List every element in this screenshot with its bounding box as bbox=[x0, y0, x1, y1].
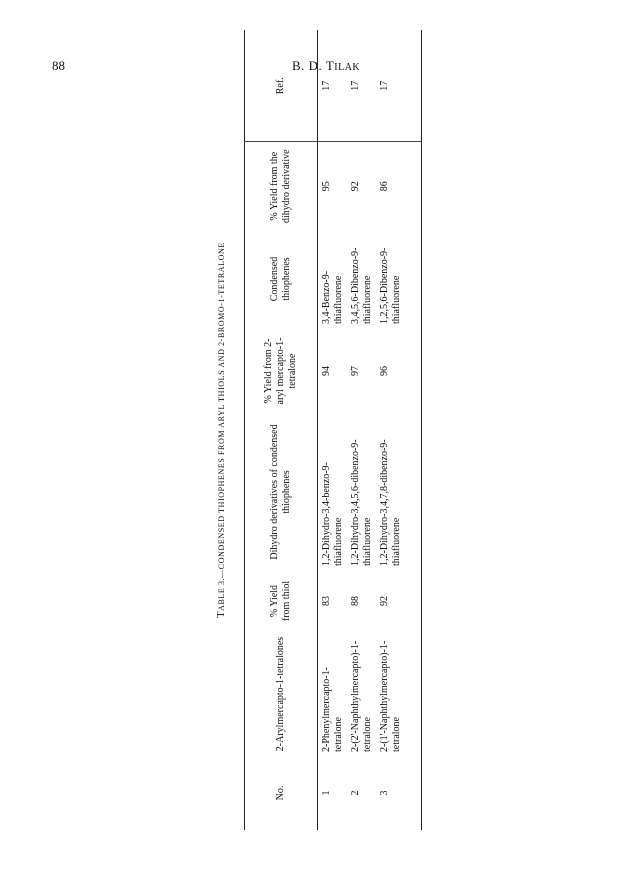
cell-condensed: 1,2,5,6-Dibenzo-9-thiafluorene bbox=[376, 230, 422, 328]
table-row bbox=[318, 30, 348, 830]
page-number: 88 bbox=[52, 58, 65, 73]
header-ref: Ref. bbox=[245, 30, 318, 142]
header-yield-dihydro: % Yield from the dihydro derivative bbox=[245, 142, 318, 230]
table-caption bbox=[216, 30, 227, 830]
cell-dihydro: 1,2-Dihydro-3,4,7,8-dibenzo-9-thiafluorene bbox=[376, 414, 422, 570]
cell-ref: 17 bbox=[350, 80, 361, 91]
cell-aryl: 2-(2'-Naphthylmercapto)-1-tetralone bbox=[350, 640, 373, 752]
cell-yield-aryl: 97 bbox=[350, 366, 361, 376]
cell-condensed: 3,4-Benzo-9-thiafluorene bbox=[321, 270, 344, 324]
header-condensed: Condensed thiophenes bbox=[245, 230, 318, 328]
table-row bbox=[376, 30, 422, 830]
cell-yield-aryl: 94 bbox=[321, 366, 332, 376]
cell-condensed: 3,4,5,6-Dibenzo-9-thiafluorene bbox=[350, 247, 373, 324]
cell-ref: 17 bbox=[321, 80, 332, 91]
cell-yield-aryl: 96 bbox=[376, 328, 422, 414]
caption-text: ABLE 3.—CONDENSED THIOPHENES FROM ARYL THIOLS AND 2-BROMO-1-TETRALONE bbox=[217, 242, 226, 611]
cell-yield-dihydro: 95 bbox=[318, 142, 348, 230]
cell-yield-thiol: 83 bbox=[321, 596, 332, 606]
cell-no: 1 bbox=[321, 790, 332, 796]
cell-yield-dihydro: 86 bbox=[376, 142, 422, 230]
header-row bbox=[245, 30, 318, 830]
cell-yield-thiol: 88 bbox=[350, 596, 361, 606]
cell-dihydro: 1,2-Dihydro-3,4-benzo-9-thiafluorene bbox=[321, 462, 344, 566]
header-dihydro: Dihydro derivatives of condensed thiophenes bbox=[245, 414, 318, 570]
running-head-initials: B. D. T bbox=[292, 58, 335, 73]
cell-no: 3 bbox=[376, 756, 422, 830]
header-yield-thiol: % Yield from thiol bbox=[245, 570, 318, 632]
cell-dihydro: 1,2-Dihydro-3,4,5,6-dibenzo-9-thiafluorene bbox=[350, 439, 373, 566]
cell-ref: 17 bbox=[376, 30, 422, 142]
cell-aryl: 2-(1'-Naphthylmercapto)-1-tetralone bbox=[376, 632, 422, 756]
cell-yield-thiol: 92 bbox=[376, 570, 422, 632]
header-yield-aryl: % Yield from 2-aryl mercapto-1-tetralone bbox=[245, 328, 318, 414]
data-table bbox=[244, 30, 422, 830]
caption-lead: T bbox=[216, 610, 227, 618]
cell-aryl: 2-Phenylmercapto-1-tetralone bbox=[321, 667, 344, 752]
table-row bbox=[347, 30, 376, 830]
running-head-surname: ILAK bbox=[334, 62, 361, 73]
cell-yield-dihydro: 92 bbox=[347, 142, 376, 230]
header-aryl: 2-Arylmercapto-1-tetralones bbox=[245, 632, 318, 756]
rotated-table-block bbox=[216, 30, 442, 830]
header-no: No. bbox=[245, 756, 318, 830]
cell-no: 2 bbox=[350, 790, 361, 796]
